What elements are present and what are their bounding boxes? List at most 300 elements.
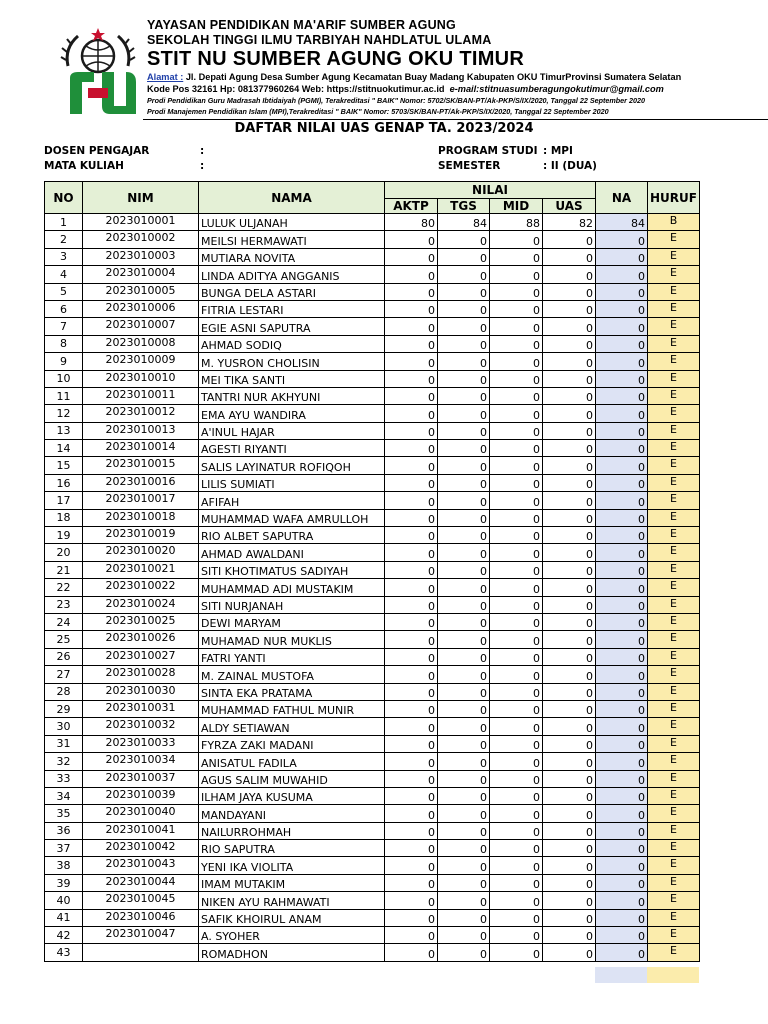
cell-mid: 0 — [490, 492, 543, 509]
cell-nim: 2023010008 — [83, 335, 199, 352]
table-row — [45, 405, 700, 422]
cell-aktp: 0 — [385, 544, 438, 561]
table-row — [45, 613, 700, 630]
cell-mid: 0 — [490, 735, 543, 752]
cell-aktp: 0 — [385, 283, 438, 300]
cell-nama: AHMAD AWALDANI — [199, 544, 385, 561]
cell-aktp: 0 — [385, 474, 438, 491]
cell-mid: 0 — [490, 527, 543, 544]
cell-aktp: 0 — [385, 527, 438, 544]
cell-huruf: E — [648, 579, 700, 596]
cell-mid: 0 — [490, 474, 543, 491]
cell-uas: 0 — [543, 353, 596, 370]
cell-no: 17 — [45, 492, 83, 509]
letterhead-text — [147, 18, 768, 117]
cell-huruf: E — [648, 735, 700, 752]
dosen-label: DOSEN PENGAJAR — [44, 145, 150, 157]
cell-nim: 2023010026 — [83, 631, 199, 648]
cell-na: 0 — [596, 944, 648, 961]
cell-mid: 0 — [490, 770, 543, 787]
table-row — [45, 787, 700, 804]
table-body — [45, 214, 700, 962]
cell-uas: 0 — [543, 579, 596, 596]
col-header-aktp: AKTP — [385, 199, 438, 214]
cell-uas: 0 — [543, 387, 596, 404]
cell-nim: 2023010002 — [83, 231, 199, 248]
cell-huruf: E — [648, 231, 700, 248]
cell-tgs: 0 — [438, 822, 490, 839]
table-row — [45, 596, 700, 613]
cell-nama: SITI NURJANAH — [199, 596, 385, 613]
institution-name: STIT NU SUMBER AGUNG OKU TIMUR — [147, 48, 525, 70]
cell-na: 0 — [596, 492, 648, 509]
cell-aktp: 0 — [385, 492, 438, 509]
cell-tgs: 0 — [438, 231, 490, 248]
cell-huruf: E — [648, 509, 700, 526]
col-header-na: NA — [596, 182, 648, 214]
cell-no: 4 — [45, 266, 83, 283]
table-row — [45, 892, 700, 909]
cell-huruf: E — [648, 874, 700, 891]
table-row — [45, 874, 700, 891]
cell-huruf: E — [648, 892, 700, 909]
cell-mid: 88 — [490, 214, 543, 231]
cell-nim: 2023010033 — [83, 735, 199, 752]
cell-nim: 2023010022 — [83, 579, 199, 596]
table-row — [45, 231, 700, 248]
cell-huruf: E — [648, 283, 700, 300]
cell-huruf: E — [648, 805, 700, 822]
cell-aktp: 0 — [385, 596, 438, 613]
cell-nama: A'INUL HAJAR — [199, 422, 385, 439]
cell-no: 22 — [45, 579, 83, 596]
cell-nim: 2023010032 — [83, 718, 199, 735]
cell-no: 20 — [45, 544, 83, 561]
prodi-pgmi-accreditation: Prodi Pendidikan Guru Madrasah Ibtidaiyah (PGMI), Terakreditasi " BAIK" Nomor: 5702/SK/BAN-PT/Ak-PKP/S/IX/2020, Tanggal 22 September 2020 — [147, 96, 645, 105]
cell-nama: MEI TIKA SANTI — [199, 370, 385, 387]
cell-huruf: E — [648, 300, 700, 317]
contact-line — [147, 83, 768, 95]
cell-nim: 2023010024 — [83, 596, 199, 613]
cell-no: 28 — [45, 683, 83, 700]
cell-no: 25 — [45, 631, 83, 648]
cell-uas: 0 — [543, 509, 596, 526]
prodi-value: : MPI — [543, 145, 573, 157]
cell-na: 0 — [596, 596, 648, 613]
cell-no: 8 — [45, 335, 83, 352]
cell-mid: 0 — [490, 857, 543, 874]
cell-na: 0 — [596, 840, 648, 857]
table-row — [45, 492, 700, 509]
cell-huruf: E — [648, 944, 700, 961]
cell-mid: 0 — [490, 440, 543, 457]
cell-no: 37 — [45, 840, 83, 857]
cell-huruf: E — [648, 631, 700, 648]
cell-uas: 0 — [543, 683, 596, 700]
table-row — [45, 387, 700, 404]
cell-huruf: E — [648, 909, 700, 926]
cell-aktp: 0 — [385, 840, 438, 857]
cell-nama: FATRI YANTI — [199, 648, 385, 665]
cell-uas: 0 — [543, 927, 596, 944]
cell-huruf: E — [648, 422, 700, 439]
table-row — [45, 735, 700, 752]
cell-nim: 2023010046 — [83, 909, 199, 926]
cell-nama: MANDAYANI — [199, 805, 385, 822]
cell-nama: AFIFAH — [199, 492, 385, 509]
cell-mid: 0 — [490, 266, 543, 283]
cell-mid: 0 — [490, 944, 543, 961]
cell-nama: SINTA EKA PRATAMA — [199, 683, 385, 700]
cell-huruf: E — [648, 648, 700, 665]
cell-aktp: 0 — [385, 370, 438, 387]
table-row — [45, 300, 700, 317]
cell-no: 10 — [45, 370, 83, 387]
cell-uas: 82 — [543, 214, 596, 231]
table-row — [45, 509, 700, 526]
cell-tgs: 0 — [438, 283, 490, 300]
cell-huruf: E — [648, 700, 700, 717]
cell-no: 18 — [45, 509, 83, 526]
address-label: Alamat : — [147, 72, 184, 82]
cell-no: 15 — [45, 457, 83, 474]
cell-na: 0 — [596, 544, 648, 561]
cell-no: 33 — [45, 770, 83, 787]
cell-nama: EMA AYU WANDIRA — [199, 405, 385, 422]
cell-aktp: 0 — [385, 631, 438, 648]
table-row — [45, 805, 700, 822]
cell-tgs: 0 — [438, 248, 490, 265]
cell-mid: 0 — [490, 596, 543, 613]
cell-no: 5 — [45, 283, 83, 300]
cell-nama: M. ZAINAL MUSTOFA — [199, 666, 385, 683]
cell-no: 14 — [45, 440, 83, 457]
cell-uas: 0 — [543, 266, 596, 283]
cell-nama: FYRZA ZAKI MADANI — [199, 735, 385, 752]
cell-aktp: 0 — [385, 735, 438, 752]
cell-na: 0 — [596, 857, 648, 874]
cell-tgs: 0 — [438, 335, 490, 352]
cell-mid: 0 — [490, 822, 543, 839]
cell-mid: 0 — [490, 579, 543, 596]
cell-uas: 0 — [543, 805, 596, 822]
postal-contact-web: Kode Pos 32161 Hp: 081377960264 Web: https://stitnuokutimur.ac.id — [147, 84, 445, 94]
cell-nama: SALIS LAYINATUR ROFIQOH — [199, 457, 385, 474]
cell-tgs: 0 — [438, 300, 490, 317]
cell-nama: RIO SAPUTRA — [199, 840, 385, 857]
cell-nama: LULUK ULJANAH — [199, 214, 385, 231]
table-row — [45, 927, 700, 944]
cell-uas: 0 — [543, 700, 596, 717]
cell-nim: 2023010001 — [83, 214, 199, 231]
cell-na: 0 — [596, 874, 648, 891]
cell-mid: 0 — [490, 718, 543, 735]
cell-tgs: 0 — [438, 874, 490, 891]
cell-huruf: E — [648, 561, 700, 578]
cell-uas: 0 — [543, 492, 596, 509]
cell-nama: MUTIARA NOVITA — [199, 248, 385, 265]
table-row — [45, 527, 700, 544]
cell-tgs: 0 — [438, 387, 490, 404]
col-header-nilai: NILAI — [385, 182, 596, 199]
cell-nim: 2023010015 — [83, 457, 199, 474]
cell-tgs: 0 — [438, 544, 490, 561]
cell-nim: 2023010042 — [83, 840, 199, 857]
cell-tgs: 0 — [438, 700, 490, 717]
cell-na: 0 — [596, 300, 648, 317]
cell-nama: ROMADHON — [199, 944, 385, 961]
cell-tgs: 0 — [438, 805, 490, 822]
cell-na: 0 — [596, 387, 648, 404]
cell-aktp: 0 — [385, 718, 438, 735]
cell-uas: 0 — [543, 300, 596, 317]
cell-nama: YENI IKA VIOLITA — [199, 857, 385, 874]
cell-huruf: E — [648, 770, 700, 787]
cell-mid: 0 — [490, 248, 543, 265]
document-title: DAFTAR NILAI UAS GENAP TA. 2023/2024 — [234, 121, 534, 136]
cell-aktp: 0 — [385, 387, 438, 404]
cell-uas: 0 — [543, 527, 596, 544]
cell-uas: 0 — [543, 631, 596, 648]
cell-nama: M. YUSRON CHOLISIN — [199, 353, 385, 370]
cell-mid: 0 — [490, 927, 543, 944]
cell-no: 7 — [45, 318, 83, 335]
cell-na: 0 — [596, 770, 648, 787]
cell-no: 9 — [45, 353, 83, 370]
cell-uas: 0 — [543, 544, 596, 561]
cell-nim: 2023010006 — [83, 300, 199, 317]
cell-huruf: E — [648, 666, 700, 683]
cell-huruf: E — [648, 370, 700, 387]
cell-uas: 0 — [543, 335, 596, 352]
cell-mid: 0 — [490, 892, 543, 909]
table-row — [45, 909, 700, 926]
cell-tgs: 0 — [438, 405, 490, 422]
col-header-nim: NIM — [83, 182, 199, 214]
cell-tgs: 0 — [438, 457, 490, 474]
matkul-label: MATA KULIAH — [44, 160, 124, 172]
cell-tgs: 0 — [438, 613, 490, 630]
cell-uas: 0 — [543, 370, 596, 387]
cell-mid: 0 — [490, 283, 543, 300]
cell-nim: 2023010025 — [83, 613, 199, 630]
cell-aktp: 0 — [385, 909, 438, 926]
cell-nim: 2023010013 — [83, 422, 199, 439]
cell-nim: 2023010005 — [83, 283, 199, 300]
cell-nim: 2023010004 — [83, 266, 199, 283]
cell-no: 30 — [45, 718, 83, 735]
cell-nim: 2023010030 — [83, 683, 199, 700]
table-row — [45, 457, 700, 474]
cell-nama: MUHAMMAD WAFA AMRULLOH — [199, 509, 385, 526]
cell-huruf: E — [648, 266, 700, 283]
cell-nama: AHMAD SODIQ — [199, 335, 385, 352]
cell-nama: FITRIA LESTARI — [199, 300, 385, 317]
col-header-no: NO — [45, 182, 83, 214]
table-row — [45, 944, 700, 961]
cell-mid: 0 — [490, 422, 543, 439]
cell-mid: 0 — [490, 631, 543, 648]
table-row — [45, 440, 700, 457]
cell-no: 13 — [45, 422, 83, 439]
cell-aktp: 0 — [385, 927, 438, 944]
cell-no: 16 — [45, 474, 83, 491]
cell-na: 0 — [596, 353, 648, 370]
cell-mid: 0 — [490, 666, 543, 683]
cell-aktp: 0 — [385, 613, 438, 630]
cell-na: 0 — [596, 718, 648, 735]
cell-mid: 0 — [490, 544, 543, 561]
cell-no: 21 — [45, 561, 83, 578]
cell-huruf: E — [648, 474, 700, 491]
cell-nim: 2023010045 — [83, 892, 199, 909]
cell-tgs: 0 — [438, 596, 490, 613]
cell-aktp: 0 — [385, 753, 438, 770]
cell-na: 0 — [596, 753, 648, 770]
cell-tgs: 0 — [438, 527, 490, 544]
cell-mid: 0 — [490, 370, 543, 387]
cell-huruf: E — [648, 718, 700, 735]
cell-no: 40 — [45, 892, 83, 909]
cell-na: 0 — [596, 927, 648, 944]
cell-na: 0 — [596, 527, 648, 544]
cell-tgs: 0 — [438, 770, 490, 787]
cell-nama: AGUS SALIM MUWAHID — [199, 770, 385, 787]
cell-aktp: 0 — [385, 892, 438, 909]
table-row — [45, 318, 700, 335]
cell-mid: 0 — [490, 387, 543, 404]
cell-aktp: 0 — [385, 231, 438, 248]
cell-na: 0 — [596, 822, 648, 839]
cell-aktp: 0 — [385, 422, 438, 439]
cell-nama: LINDA ADITYA ANGGANIS — [199, 266, 385, 283]
cell-aktp: 0 — [385, 405, 438, 422]
cell-nama: RIO ALBET SAPUTRA — [199, 527, 385, 544]
cell-aktp: 0 — [385, 683, 438, 700]
cell-mid: 0 — [490, 874, 543, 891]
cell-na: 0 — [596, 283, 648, 300]
cell-uas: 0 — [543, 457, 596, 474]
cell-aktp: 0 — [385, 509, 438, 526]
cell-no: 41 — [45, 909, 83, 926]
cell-no: 24 — [45, 613, 83, 630]
cell-nama: MUHAMMAD FATHUL MUNIR — [199, 700, 385, 717]
cell-aktp: 0 — [385, 440, 438, 457]
cell-na: 0 — [596, 648, 648, 665]
table-row — [45, 648, 700, 665]
letterhead-divider — [143, 119, 768, 120]
cell-huruf: E — [648, 840, 700, 857]
cell-aktp: 0 — [385, 857, 438, 874]
email-text: e-mail:stitnuasumberagungokutimur@gmail.com — [449, 84, 664, 94]
cell-no: 43 — [45, 944, 83, 961]
cell-nim: 2023010003 — [83, 248, 199, 265]
cell-nama: ANISATUL FADILA — [199, 753, 385, 770]
cell-no: 12 — [45, 405, 83, 422]
cell-nim: 2023010039 — [83, 787, 199, 804]
cell-aktp: 0 — [385, 944, 438, 961]
cell-uas: 0 — [543, 596, 596, 613]
cell-nim: 2023010018 — [83, 509, 199, 526]
prodi-label: PROGRAM STUDI — [438, 145, 538, 157]
cell-tgs: 0 — [438, 370, 490, 387]
col-header-huruf: HURUF — [648, 182, 700, 214]
cell-nama: BUNGA DELA ASTARI — [199, 283, 385, 300]
cell-aktp: 0 — [385, 874, 438, 891]
cell-mid: 0 — [490, 700, 543, 717]
cell-tgs: 0 — [438, 318, 490, 335]
table-row — [45, 283, 700, 300]
cell-na: 0 — [596, 909, 648, 926]
table-header — [45, 182, 700, 214]
cell-uas: 0 — [543, 405, 596, 422]
cell-huruf: E — [648, 596, 700, 613]
address-line — [147, 71, 768, 83]
cell-aktp: 0 — [385, 318, 438, 335]
cell-huruf: E — [648, 787, 700, 804]
cell-nama: NIKEN AYU RAHMAWATI — [199, 892, 385, 909]
cell-tgs: 0 — [438, 944, 490, 961]
cell-uas: 0 — [543, 474, 596, 491]
cell-uas: 0 — [543, 231, 596, 248]
cell-na: 0 — [596, 631, 648, 648]
table-row — [45, 353, 700, 370]
semester-value: : II (DUA) — [543, 160, 597, 172]
cell-nama: MEILSI HERMAWATI — [199, 231, 385, 248]
cell-uas: 0 — [543, 283, 596, 300]
cell-tgs: 0 — [438, 648, 490, 665]
cell-nim: 2023010017 — [83, 492, 199, 509]
cell-tgs: 0 — [438, 579, 490, 596]
cell-no: 39 — [45, 874, 83, 891]
cell-uas: 0 — [543, 874, 596, 891]
cell-no: 31 — [45, 735, 83, 752]
cell-no: 34 — [45, 787, 83, 804]
cell-huruf: E — [648, 857, 700, 874]
cell-na: 0 — [596, 787, 648, 804]
cell-na: 0 — [596, 335, 648, 352]
cell-aktp: 0 — [385, 561, 438, 578]
cell-aktp: 0 — [385, 457, 438, 474]
cell-nim: 2023010012 — [83, 405, 199, 422]
cell-huruf: E — [648, 248, 700, 265]
cell-no: 38 — [45, 857, 83, 874]
cell-nim: 2023010009 — [83, 353, 199, 370]
cell-tgs: 0 — [438, 892, 490, 909]
cell-uas: 0 — [543, 613, 596, 630]
cell-no: 27 — [45, 666, 83, 683]
col-header-nama: NAMA — [199, 182, 385, 214]
cell-tgs: 0 — [438, 909, 490, 926]
cell-na: 0 — [596, 561, 648, 578]
cell-nama: ILHAM JAYA KUSUMA — [199, 787, 385, 804]
cell-uas: 0 — [543, 648, 596, 665]
cell-nama: ALDY SETIAWAN — [199, 718, 385, 735]
cell-nim: 2023010020 — [83, 544, 199, 561]
cell-nama: AGESTI RIYANTI — [199, 440, 385, 457]
cell-no: 19 — [45, 527, 83, 544]
cell-nama: MUHAMMAD ADI MUSTAKIM — [199, 579, 385, 596]
cell-no: 42 — [45, 927, 83, 944]
cell-huruf: E — [648, 335, 700, 352]
cell-aktp: 0 — [385, 700, 438, 717]
cell-nama: EGIE ASNI SAPUTRA — [199, 318, 385, 335]
cell-mid: 0 — [490, 318, 543, 335]
cell-nim: 2023010019 — [83, 527, 199, 544]
cell-nama: SAFIK KHOIRUL ANAM — [199, 909, 385, 926]
cell-na: 0 — [596, 509, 648, 526]
cell-na: 0 — [596, 613, 648, 630]
